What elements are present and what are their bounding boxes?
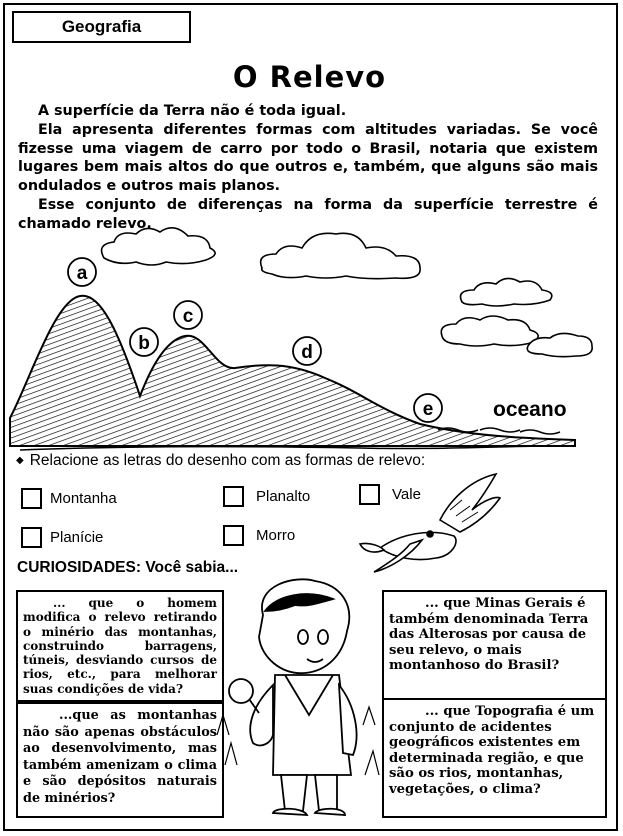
checkbox-planalto[interactable] [223,486,244,507]
label-c: c [182,306,194,327]
cloud-icon [102,228,216,265]
intro-paragraph-2: Ela apresenta diferentes formas com altitudes variadas. Se você fizesse uma viagem de carro por todo o Brasil, notaria que existem lugares bem mais altos do que outros e, também, que alguns são mais ondulados e outros mais planos. [18,121,598,195]
checkbox-morro[interactable] [223,525,244,546]
curiosity-box-3 [382,590,607,700]
exercise-instruction [16,452,425,470]
curiosity-text-4: ... que Topografia é um conjunto de acidentes geográficos existentes em determinada região, e que são os rios, montanhas, vegetações, o clima? [389,704,595,797]
ocean-label: oceano [493,398,567,421]
intro-paragraph-3: Esse conjunto de diferenças na forma da superfície terrestre é chamado relevo. [18,196,598,232]
curiosity-text-3: ... que Minas Gerais é também denominada Terra das Alterosas por causa de seu relevo, o mais montanhoso do Brasil? [389,596,589,674]
bird-illustration [350,470,510,580]
curiosity-text-1: ... que o homem modifica o relevo retirando o minério das montanhas, construindo barragens, túneis, desviando cursos de rios, etc., para melhorar suas condições de vida? [23,596,217,696]
option-morro: Morro [256,527,296,544]
curiosity-box-1 [16,590,224,702]
curiosities-subtitle: : Você sabia... [135,559,239,576]
curiosity-text-2: ...que as montanhas não são apenas obstáculos ao desenvolvimento, mas também amenizam o clima e são depósitos naturais de minérios? [23,708,217,806]
curiosity-box-2 [16,702,224,818]
option-planicie: Planície [50,529,104,546]
diamond-bullet-icon: ◆ [16,455,24,466]
label-d: d [301,342,313,363]
curiosity-box-4 [382,698,607,818]
option-vale: Vale [392,486,421,503]
label-e: e [422,399,434,420]
curiosities-title: CURIOSIDADES [17,559,136,576]
checkbox-planicie[interactable] [21,527,42,548]
cloud-icon [261,233,421,278]
label-b: b [138,333,150,354]
label-a: a [76,263,88,284]
subject-label: Geografia [12,11,191,43]
page-title: O Relevo [232,60,387,94]
option-planalto: Planalto [256,488,311,505]
curiosities-heading [17,559,238,577]
option-montanha: Montanha [50,490,117,507]
cloud-icon [441,316,538,346]
cloud-icon [461,278,552,306]
instruction-text: Relacione as letras do desenho com as formas de relevo: [29,452,426,469]
intro-paragraph-1: A superfície da Terra não é toda igual. [38,103,347,119]
checkbox-montanha[interactable] [21,488,42,509]
boy-with-magnifier-illustration [215,575,385,825]
